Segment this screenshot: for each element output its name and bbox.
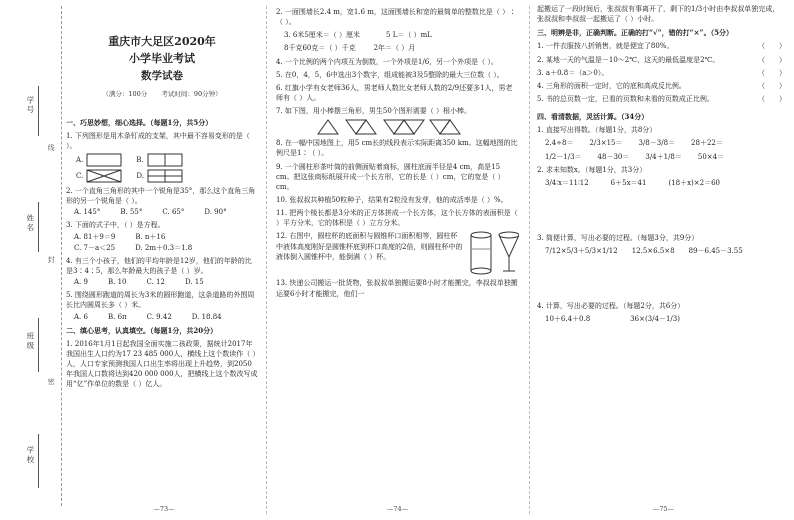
student-id-label: 学号 — [25, 96, 35, 115]
fill-question-13: 13. 快递公司搬运一批货物，张叔叔单独搬运要8小时才能搬完，李叔叔单独搬运要6小时才能搬完，他们一 — [276, 279, 518, 298]
calc-1-row2: 1/2－1/3＝ 48－30＝ 3/4＋1/8＝ 50×4＝ — [545, 152, 725, 161]
fill-question-12-block — [276, 231, 519, 275]
question-5: 5. 围绕圆形跑道的周长为3米的圆形跑道，这条道路的外围周长比内圆周长多（ ）米。 — [66, 291, 255, 310]
exam-title-line1: 重庆市大足区2020年 — [108, 35, 216, 48]
cross-braced-frame-figure — [86, 169, 122, 183]
page-2-content — [270, 0, 525, 299]
q4-options: A. 9 B. 10 C. 12 D. 15 — [74, 278, 204, 287]
page-number: —74— — [386, 504, 409, 513]
exam-subject: 数学试卷 — [141, 70, 183, 82]
page-1 — [0, 0, 262, 520]
page-3-content — [533, 0, 794, 325]
calc-1-row1: 2.4÷8＝ 2/3×15＝ 3/8－3/8＝ 28＋22＝ — [545, 139, 723, 148]
calc-3-heading: 3. 简便计算，写出必要的过程。（每题3分，共9分） — [537, 233, 699, 242]
calc-3-row: 7/12×5/3＋5/3×1/12 12.5×6.5×8 89－6.45－3.55 — [545, 247, 743, 256]
page-number: —73— — [153, 504, 175, 513]
judge-5: 5. 书的总页数一定，已看的页数和未看的页数成正比例。 （ ） — [537, 94, 786, 103]
binding-mark: 密 — [47, 378, 56, 385]
page-1-content — [66, 0, 258, 390]
fill-question-1: 1. 2016年1月1日起我国全面实施二孩政策，据统计2017年我国出生人口约为17 23 485 000人，横线上这个数读作（ ）人，人口专家预测我国人口出生率将出现上升趋势，到2050年我国人口数将达到420 000 000人，把横线上这个数改写成用“亿”作单位的数是（ ）亿人。 — [66, 339, 258, 389]
section-3-heading: 三、明辨是非，正确判断。正确的打“√”，错的打“×”。（5分） — [537, 28, 733, 38]
option-b: B. — [136, 153, 182, 167]
fill-question-13-continued: 起搬运了一段时间后，张叔叔有事离开了，剩下的1/3小时由李叔叔单独完成，张叔叔和李叔叔一起搬运了（ ）小时。 — [537, 5, 780, 24]
grid-frame-figure — [147, 169, 183, 183]
page-divider — [529, 6, 530, 514]
full-score: （满分：100分 — [102, 90, 148, 99]
work-space — [537, 190, 786, 230]
judge-2: 2. 某地一天的气温是－10～2℃，这天的最低温度是2℃。 （ ） — [537, 55, 786, 64]
calc-4-row: 10＋6.4＋0.8 36×(3/4－1/3) — [545, 315, 680, 324]
q3-options-2: C. 7－a＜25 D. 2m＋0.3＝1.8 — [74, 243, 193, 252]
calc-1-heading: 1. 直接写出得数。（每题1分，共8分） — [537, 126, 657, 135]
judge-1: 1. 一件衣服按八折销售，就是便宜了80%。 （ ） — [537, 42, 786, 51]
fill-question-5: 5. 在0，4，5，6中选出3个数字，组成能被3及5整除的最大三位数（ ）。 — [276, 70, 504, 79]
section-2-heading: 二、缜心思考，认真填空。（每题1分，共20分） — [66, 325, 218, 335]
fill-question-11: 11. 把两个棱长都是3分米的正方体拼成一个长方体，这个长方体的表面积是（ ）平方分米，它的体积是（ ）立方分米。 — [276, 209, 518, 228]
stick-triangles-figure — [316, 119, 466, 135]
fill-question-3-row2: 8千克60克＝（ ）千克 2年＝（ ）月 — [284, 44, 416, 53]
fill-question-7: 7. 如下图，用小棒摆三角形，男生50个图形需要（ ）根小棒。 — [276, 107, 472, 116]
binding-line — [38, 434, 39, 488]
question-3: 3. 下面的式子中，（ ）是方程。 — [66, 221, 165, 230]
exam-meta — [66, 90, 258, 99]
judge-3: 3. a＋0.8＝（a＞0）。 （ ） — [537, 68, 786, 77]
rectangle-frame-figure — [86, 153, 122, 167]
q5-options: A. 6 B. 6π C. 9.42 D. 18.84 — [74, 312, 222, 321]
fill-question-6: 6. 红旗小学有女老师36人，男老师人数比女老师人数的2/9还要多1人，男老师有（ ）人。 — [276, 83, 513, 102]
binding-mark: 线 — [47, 144, 56, 151]
name-label: 姓名 — [25, 214, 35, 233]
class-label: 班级 — [25, 332, 35, 351]
page-3 — [533, 0, 794, 520]
option-c: C. — [76, 169, 122, 183]
option-a: A. — [76, 153, 122, 167]
page-number: —75— — [652, 504, 675, 513]
divided-frame-figure — [147, 153, 183, 167]
fill-question-3-row1: 3. 6米5厘米＝（ ）厘米 5 L＝（ ）mL — [284, 31, 432, 40]
fill-question-8: 8. 在一幅中国地图上，用5 cm长的线段表示实际距离350 km。这幅地图的比例尺是1∶（ ）。 — [276, 139, 518, 158]
school-label: 学校 — [25, 446, 35, 465]
page-divider — [266, 6, 267, 514]
binding-mark: 封 — [47, 256, 56, 263]
section-1-heading: 一、巧思妙想，细心选择。（每题1分，共5分） — [66, 117, 213, 127]
fill-question-2: 2. 一面围墙长2.4 m，宽1.6 m，这面围墙长和宽的最简单的整数比是（ ）∶（ ）。 — [276, 8, 517, 27]
calc-2-row: 3/4∶x＝11∶12 6＋5x＝41 (18＋x)×2＝60 — [545, 178, 720, 187]
q3-options: A. 81＋9＝9 B. n＋16 — [74, 232, 166, 241]
cylinder-cone-figure — [467, 231, 519, 275]
fill-question-10: 10. 张叔叔共种植50粒种子，结果有2粒没有发芽，他的成活率是（ ）%。 — [276, 195, 508, 204]
fill-question-12: 12. 右图中，圆柱杯的底面积与圆锥杯口面积相等，圆柱杯中液体高度刚好是圆锥杯底到杯口高度的2倍，则圆柱杯中的液体倒入圆锥杯中，能倒满（ ）杯。 — [276, 232, 463, 261]
q1-figures — [76, 153, 258, 167]
exam-title-line2: 小学毕业考试 — [129, 51, 195, 65]
question-4: 4. 有三个小孩子，他们的平均年龄是12岁，他们的年龄的比是3∶4∶5，那么年龄最大的孩子是（ ）岁。 — [66, 256, 252, 276]
question-1: 1. 下列图形是用木条钉成的支架，其中最不容易变形的是（ ）。 — [66, 131, 250, 150]
calc-2-heading: 2. 求未知数x。（每题1分，共3分） — [537, 165, 647, 174]
question-2: 2. 一个直角三角形的其中一个锐角是35°，那么这个直角三角形的另一个锐角是（ ）。 — [66, 187, 256, 206]
binding-margin — [2, 6, 62, 506]
triangle-stick-figures — [316, 119, 519, 135]
exam-time: 考试时间：90分钟） — [161, 90, 222, 99]
page-2 — [270, 0, 525, 520]
binding-line — [38, 202, 39, 252]
option-d: D. — [136, 169, 183, 183]
work-space — [537, 258, 786, 298]
fill-question-9: 9. 一个圆柱形茶叶筒的前侧面贴着商标，圆柱底面半径是4 cm，高是15 cm。把这张商标纸展开成一个长方形，它的长是（ ）cm，它的宽是（ ）cm。 — [276, 162, 505, 191]
judge-4: 4. 三角形的面积一定时，它的底和高成反比例。 （ ） — [537, 81, 786, 90]
fill-question-4: 4. 一个比例的两个内项互为倒数，一个外项是1/6，另一个外项是（ ）。 — [276, 57, 498, 66]
q1-figures-2 — [76, 169, 258, 183]
binding-line — [38, 86, 39, 136]
calc-4-heading: 4. 计算，写出必要的过程。（每题2分，共6分） — [537, 302, 685, 311]
binding-line — [38, 318, 39, 372]
section-4-heading: 四、看清数据，灵活计算。（34分） — [537, 112, 649, 122]
q2-options: A. 145° B. 55° C. 65° D. 90° — [74, 208, 227, 217]
